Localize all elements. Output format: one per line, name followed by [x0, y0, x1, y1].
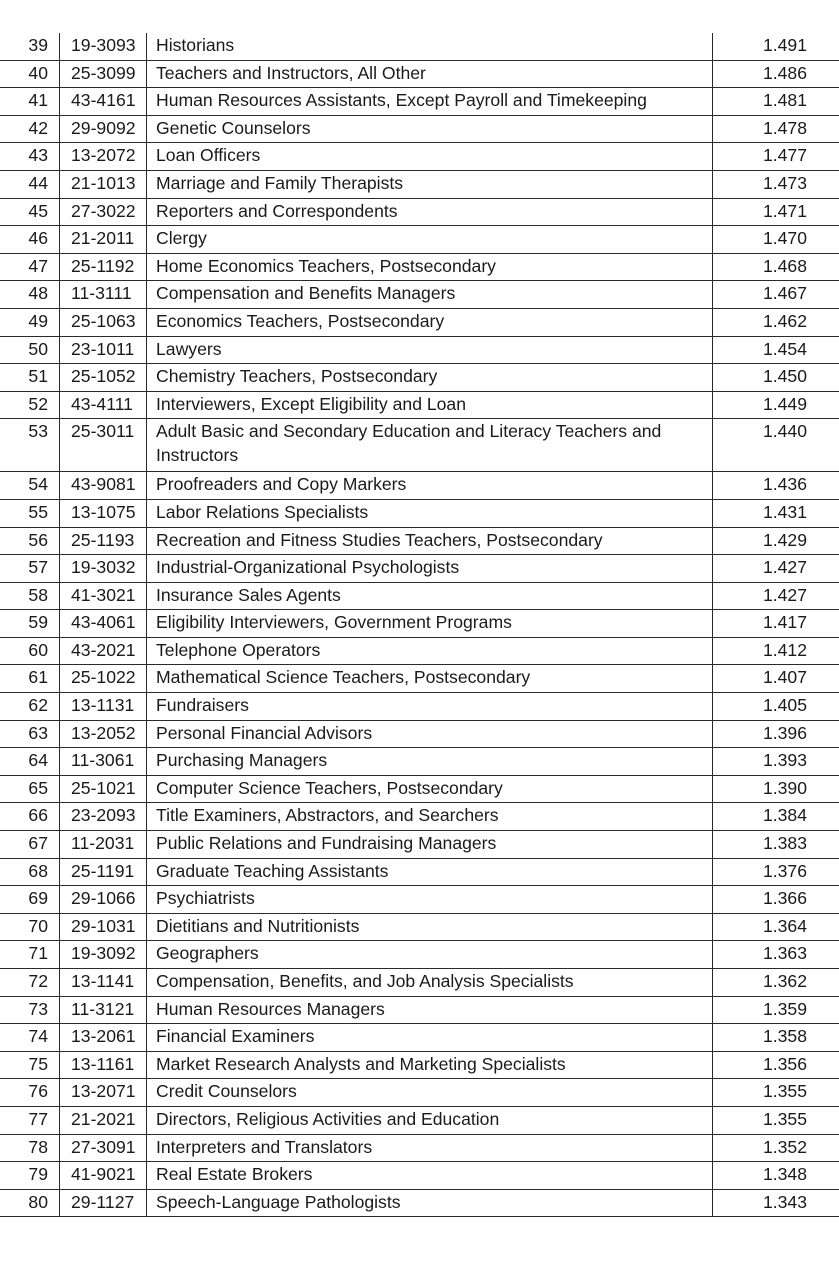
score-cell: 1.355	[713, 1079, 839, 1107]
soc-code-cell: 23-1011	[60, 336, 147, 364]
occupation-title-cell: Eligibility Interviewers, Government Programs	[147, 610, 713, 638]
rank-cell: 60	[0, 637, 60, 665]
score-cell: 1.436	[713, 472, 839, 500]
score-cell: 1.477	[713, 143, 839, 171]
rank-cell: 70	[0, 913, 60, 941]
table-row	[0, 499, 839, 527]
occupation-title-cell: Human Resources Managers	[147, 996, 713, 1024]
soc-code-cell: 41-3021	[60, 582, 147, 610]
soc-code-cell: 13-2052	[60, 720, 147, 748]
rank-cell: 44	[0, 170, 60, 198]
table-row	[0, 143, 839, 171]
table-row	[0, 1134, 839, 1162]
table-row	[0, 996, 839, 1024]
table-row	[0, 88, 839, 116]
occupation-title-cell: Labor Relations Specialists	[147, 499, 713, 527]
score-cell: 1.450	[713, 364, 839, 392]
rank-cell: 61	[0, 665, 60, 693]
table-row	[0, 170, 839, 198]
rank-cell: 53	[0, 419, 60, 472]
soc-code-cell: 11-3061	[60, 748, 147, 776]
occupation-title-cell: Compensation, Benefits, and Job Analysis Specialists	[147, 969, 713, 997]
soc-code-cell: 21-1013	[60, 170, 147, 198]
soc-code-cell: 13-2061	[60, 1024, 147, 1052]
occupation-title-cell: Teachers and Instructors, All Other	[147, 60, 713, 88]
occupation-table	[0, 33, 839, 1217]
occupation-title-cell: Purchasing Managers	[147, 748, 713, 776]
score-cell: 1.364	[713, 913, 839, 941]
rank-cell: 55	[0, 499, 60, 527]
rank-cell: 71	[0, 941, 60, 969]
score-cell: 1.383	[713, 831, 839, 859]
score-cell: 1.429	[713, 527, 839, 555]
soc-code-cell: 25-3011	[60, 419, 147, 472]
occupation-title-cell: Credit Counselors	[147, 1079, 713, 1107]
score-cell: 1.417	[713, 610, 839, 638]
score-cell: 1.468	[713, 253, 839, 281]
score-cell: 1.376	[713, 858, 839, 886]
rank-cell: 47	[0, 253, 60, 281]
score-cell: 1.481	[713, 88, 839, 116]
rank-cell: 54	[0, 472, 60, 500]
soc-code-cell: 25-3099	[60, 60, 147, 88]
table-row	[0, 253, 839, 281]
occupation-title-cell: Historians	[147, 33, 713, 60]
occupation-title-cell: Clergy	[147, 226, 713, 254]
soc-code-cell: 25-1063	[60, 308, 147, 336]
occupation-title-cell: Psychiatrists	[147, 886, 713, 914]
soc-code-cell: 25-1022	[60, 665, 147, 693]
table-row	[0, 555, 839, 583]
table-row	[0, 281, 839, 309]
table-row	[0, 308, 839, 336]
score-cell: 1.355	[713, 1106, 839, 1134]
table-row	[0, 527, 839, 555]
soc-code-cell: 43-9081	[60, 472, 147, 500]
occupation-title-cell: Geographers	[147, 941, 713, 969]
rank-cell: 63	[0, 720, 60, 748]
table-row	[0, 472, 839, 500]
occupation-title-cell: Financial Examiners	[147, 1024, 713, 1052]
rank-cell: 56	[0, 527, 60, 555]
soc-code-cell: 43-4061	[60, 610, 147, 638]
score-cell: 1.427	[713, 582, 839, 610]
table-row	[0, 198, 839, 226]
rank-cell: 46	[0, 226, 60, 254]
occupation-title-cell: Industrial-Organizational Psychologists	[147, 555, 713, 583]
table-row	[0, 886, 839, 914]
table-row	[0, 665, 839, 693]
table-row	[0, 1106, 839, 1134]
occupation-title-cell: Market Research Analysts and Marketing Specialists	[147, 1051, 713, 1079]
table-row	[0, 60, 839, 88]
soc-code-cell: 29-9092	[60, 115, 147, 143]
table-row	[0, 775, 839, 803]
occupation-table-body	[0, 33, 839, 1217]
occupation-title-cell: Marriage and Family Therapists	[147, 170, 713, 198]
rank-cell: 59	[0, 610, 60, 638]
soc-code-cell: 11-3121	[60, 996, 147, 1024]
occupation-title-cell: Proofreaders and Copy Markers	[147, 472, 713, 500]
soc-code-cell: 43-2021	[60, 637, 147, 665]
table-row	[0, 391, 839, 419]
soc-code-cell: 13-1131	[60, 693, 147, 721]
soc-code-cell: 29-1127	[60, 1189, 147, 1217]
soc-code-cell: 13-2071	[60, 1079, 147, 1107]
table-row	[0, 913, 839, 941]
occupation-title-cell: Adult Basic and Secondary Education and Literacy Teachers and Instructors	[147, 419, 713, 472]
table-row	[0, 115, 839, 143]
occupation-title-cell: Reporters and Correspondents	[147, 198, 713, 226]
soc-code-cell: 41-9021	[60, 1162, 147, 1190]
soc-code-cell: 21-2011	[60, 226, 147, 254]
table-row	[0, 748, 839, 776]
score-cell: 1.358	[713, 1024, 839, 1052]
score-cell: 1.440	[713, 419, 839, 472]
occupation-title-cell: Recreation and Fitness Studies Teachers, Postsecondary	[147, 527, 713, 555]
occupation-title-cell: Mathematical Science Teachers, Postsecondary	[147, 665, 713, 693]
table-row	[0, 969, 839, 997]
score-cell: 1.407	[713, 665, 839, 693]
soc-code-cell: 25-1191	[60, 858, 147, 886]
rank-cell: 67	[0, 831, 60, 859]
table-row	[0, 1079, 839, 1107]
soc-code-cell: 13-1141	[60, 969, 147, 997]
soc-code-cell: 11-3111	[60, 281, 147, 309]
table-row	[0, 419, 839, 472]
occupation-title-cell: Fundraisers	[147, 693, 713, 721]
rank-cell: 74	[0, 1024, 60, 1052]
score-cell: 1.359	[713, 996, 839, 1024]
rank-cell: 52	[0, 391, 60, 419]
occupation-title-cell: Lawyers	[147, 336, 713, 364]
rank-cell: 62	[0, 693, 60, 721]
score-cell: 1.363	[713, 941, 839, 969]
soc-code-cell: 21-2021	[60, 1106, 147, 1134]
table-row	[0, 582, 839, 610]
soc-code-cell: 25-1193	[60, 527, 147, 555]
score-cell: 1.449	[713, 391, 839, 419]
occupation-title-cell: Directors, Religious Activities and Education	[147, 1106, 713, 1134]
rank-cell: 45	[0, 198, 60, 226]
soc-code-cell: 43-4161	[60, 88, 147, 116]
table-row	[0, 831, 839, 859]
soc-code-cell: 27-3022	[60, 198, 147, 226]
score-cell: 1.412	[713, 637, 839, 665]
occupation-title-cell: Loan Officers	[147, 143, 713, 171]
score-cell: 1.393	[713, 748, 839, 776]
score-cell: 1.427	[713, 555, 839, 583]
rank-cell: 40	[0, 60, 60, 88]
rank-cell: 75	[0, 1051, 60, 1079]
occupation-title-cell: Human Resources Assistants, Except Payroll and Timekeeping	[147, 88, 713, 116]
occupation-title-cell: Graduate Teaching Assistants	[147, 858, 713, 886]
score-cell: 1.366	[713, 886, 839, 914]
occupation-title-cell: Telephone Operators	[147, 637, 713, 665]
occupation-title-cell: Home Economics Teachers, Postsecondary	[147, 253, 713, 281]
rank-cell: 78	[0, 1134, 60, 1162]
soc-code-cell: 29-1066	[60, 886, 147, 914]
occupation-title-cell: Compensation and Benefits Managers	[147, 281, 713, 309]
occupation-title-cell: Economics Teachers, Postsecondary	[147, 308, 713, 336]
rank-cell: 42	[0, 115, 60, 143]
rank-cell: 65	[0, 775, 60, 803]
document-page	[0, 33, 839, 1217]
occupation-title-cell: Computer Science Teachers, Postsecondary	[147, 775, 713, 803]
soc-code-cell: 27-3091	[60, 1134, 147, 1162]
rank-cell: 66	[0, 803, 60, 831]
occupation-title-cell: Interviewers, Except Eligibility and Loan	[147, 391, 713, 419]
score-cell: 1.431	[713, 499, 839, 527]
rank-cell: 48	[0, 281, 60, 309]
score-cell: 1.396	[713, 720, 839, 748]
rank-cell: 49	[0, 308, 60, 336]
score-cell: 1.491	[713, 33, 839, 60]
rank-cell: 73	[0, 996, 60, 1024]
score-cell: 1.470	[713, 226, 839, 254]
score-cell: 1.362	[713, 969, 839, 997]
table-row	[0, 858, 839, 886]
rank-cell: 58	[0, 582, 60, 610]
table-row	[0, 1051, 839, 1079]
score-cell: 1.384	[713, 803, 839, 831]
rank-cell: 76	[0, 1079, 60, 1107]
table-row	[0, 364, 839, 392]
occupation-title-cell: Dietitians and Nutritionists	[147, 913, 713, 941]
occupation-title-cell: Personal Financial Advisors	[147, 720, 713, 748]
table-row	[0, 637, 839, 665]
rank-cell: 80	[0, 1189, 60, 1217]
score-cell: 1.467	[713, 281, 839, 309]
score-cell: 1.405	[713, 693, 839, 721]
soc-code-cell: 25-1052	[60, 364, 147, 392]
table-row	[0, 803, 839, 831]
rank-cell: 64	[0, 748, 60, 776]
soc-code-cell: 25-1021	[60, 775, 147, 803]
table-row	[0, 941, 839, 969]
table-row	[0, 1024, 839, 1052]
score-cell: 1.473	[713, 170, 839, 198]
table-row	[0, 610, 839, 638]
score-cell: 1.462	[713, 308, 839, 336]
occupation-title-cell: Genetic Counselors	[147, 115, 713, 143]
rank-cell: 50	[0, 336, 60, 364]
soc-code-cell: 29-1031	[60, 913, 147, 941]
occupation-title-cell: Real Estate Brokers	[147, 1162, 713, 1190]
soc-code-cell: 13-1075	[60, 499, 147, 527]
score-cell: 1.471	[713, 198, 839, 226]
rank-cell: 72	[0, 969, 60, 997]
table-row	[0, 33, 839, 60]
soc-code-cell: 11-2031	[60, 831, 147, 859]
soc-code-cell: 19-3093	[60, 33, 147, 60]
rank-cell: 51	[0, 364, 60, 392]
occupation-title-cell: Speech-Language Pathologists	[147, 1189, 713, 1217]
score-cell: 1.348	[713, 1162, 839, 1190]
soc-code-cell: 19-3032	[60, 555, 147, 583]
occupation-title-cell: Chemistry Teachers, Postsecondary	[147, 364, 713, 392]
rank-cell: 57	[0, 555, 60, 583]
score-cell: 1.478	[713, 115, 839, 143]
soc-code-cell: 43-4111	[60, 391, 147, 419]
table-row	[0, 1162, 839, 1190]
occupation-title-cell: Public Relations and Fundraising Managers	[147, 831, 713, 859]
score-cell: 1.454	[713, 336, 839, 364]
soc-code-cell: 19-3092	[60, 941, 147, 969]
table-row	[0, 226, 839, 254]
rank-cell: 77	[0, 1106, 60, 1134]
occupation-title-cell: Title Examiners, Abstractors, and Searchers	[147, 803, 713, 831]
table-row	[0, 720, 839, 748]
occupation-title-cell: Insurance Sales Agents	[147, 582, 713, 610]
score-cell: 1.356	[713, 1051, 839, 1079]
score-cell: 1.352	[713, 1134, 839, 1162]
rank-cell: 39	[0, 33, 60, 60]
rank-cell: 43	[0, 143, 60, 171]
score-cell: 1.486	[713, 60, 839, 88]
rank-cell: 41	[0, 88, 60, 116]
soc-code-cell: 13-2072	[60, 143, 147, 171]
table-row	[0, 336, 839, 364]
soc-code-cell: 25-1192	[60, 253, 147, 281]
score-cell: 1.390	[713, 775, 839, 803]
rank-cell: 79	[0, 1162, 60, 1190]
table-row	[0, 1189, 839, 1217]
rank-cell: 69	[0, 886, 60, 914]
table-row	[0, 693, 839, 721]
soc-code-cell: 23-2093	[60, 803, 147, 831]
soc-code-cell: 13-1161	[60, 1051, 147, 1079]
score-cell: 1.343	[713, 1189, 839, 1217]
occupation-title-cell: Interpreters and Translators	[147, 1134, 713, 1162]
rank-cell: 68	[0, 858, 60, 886]
